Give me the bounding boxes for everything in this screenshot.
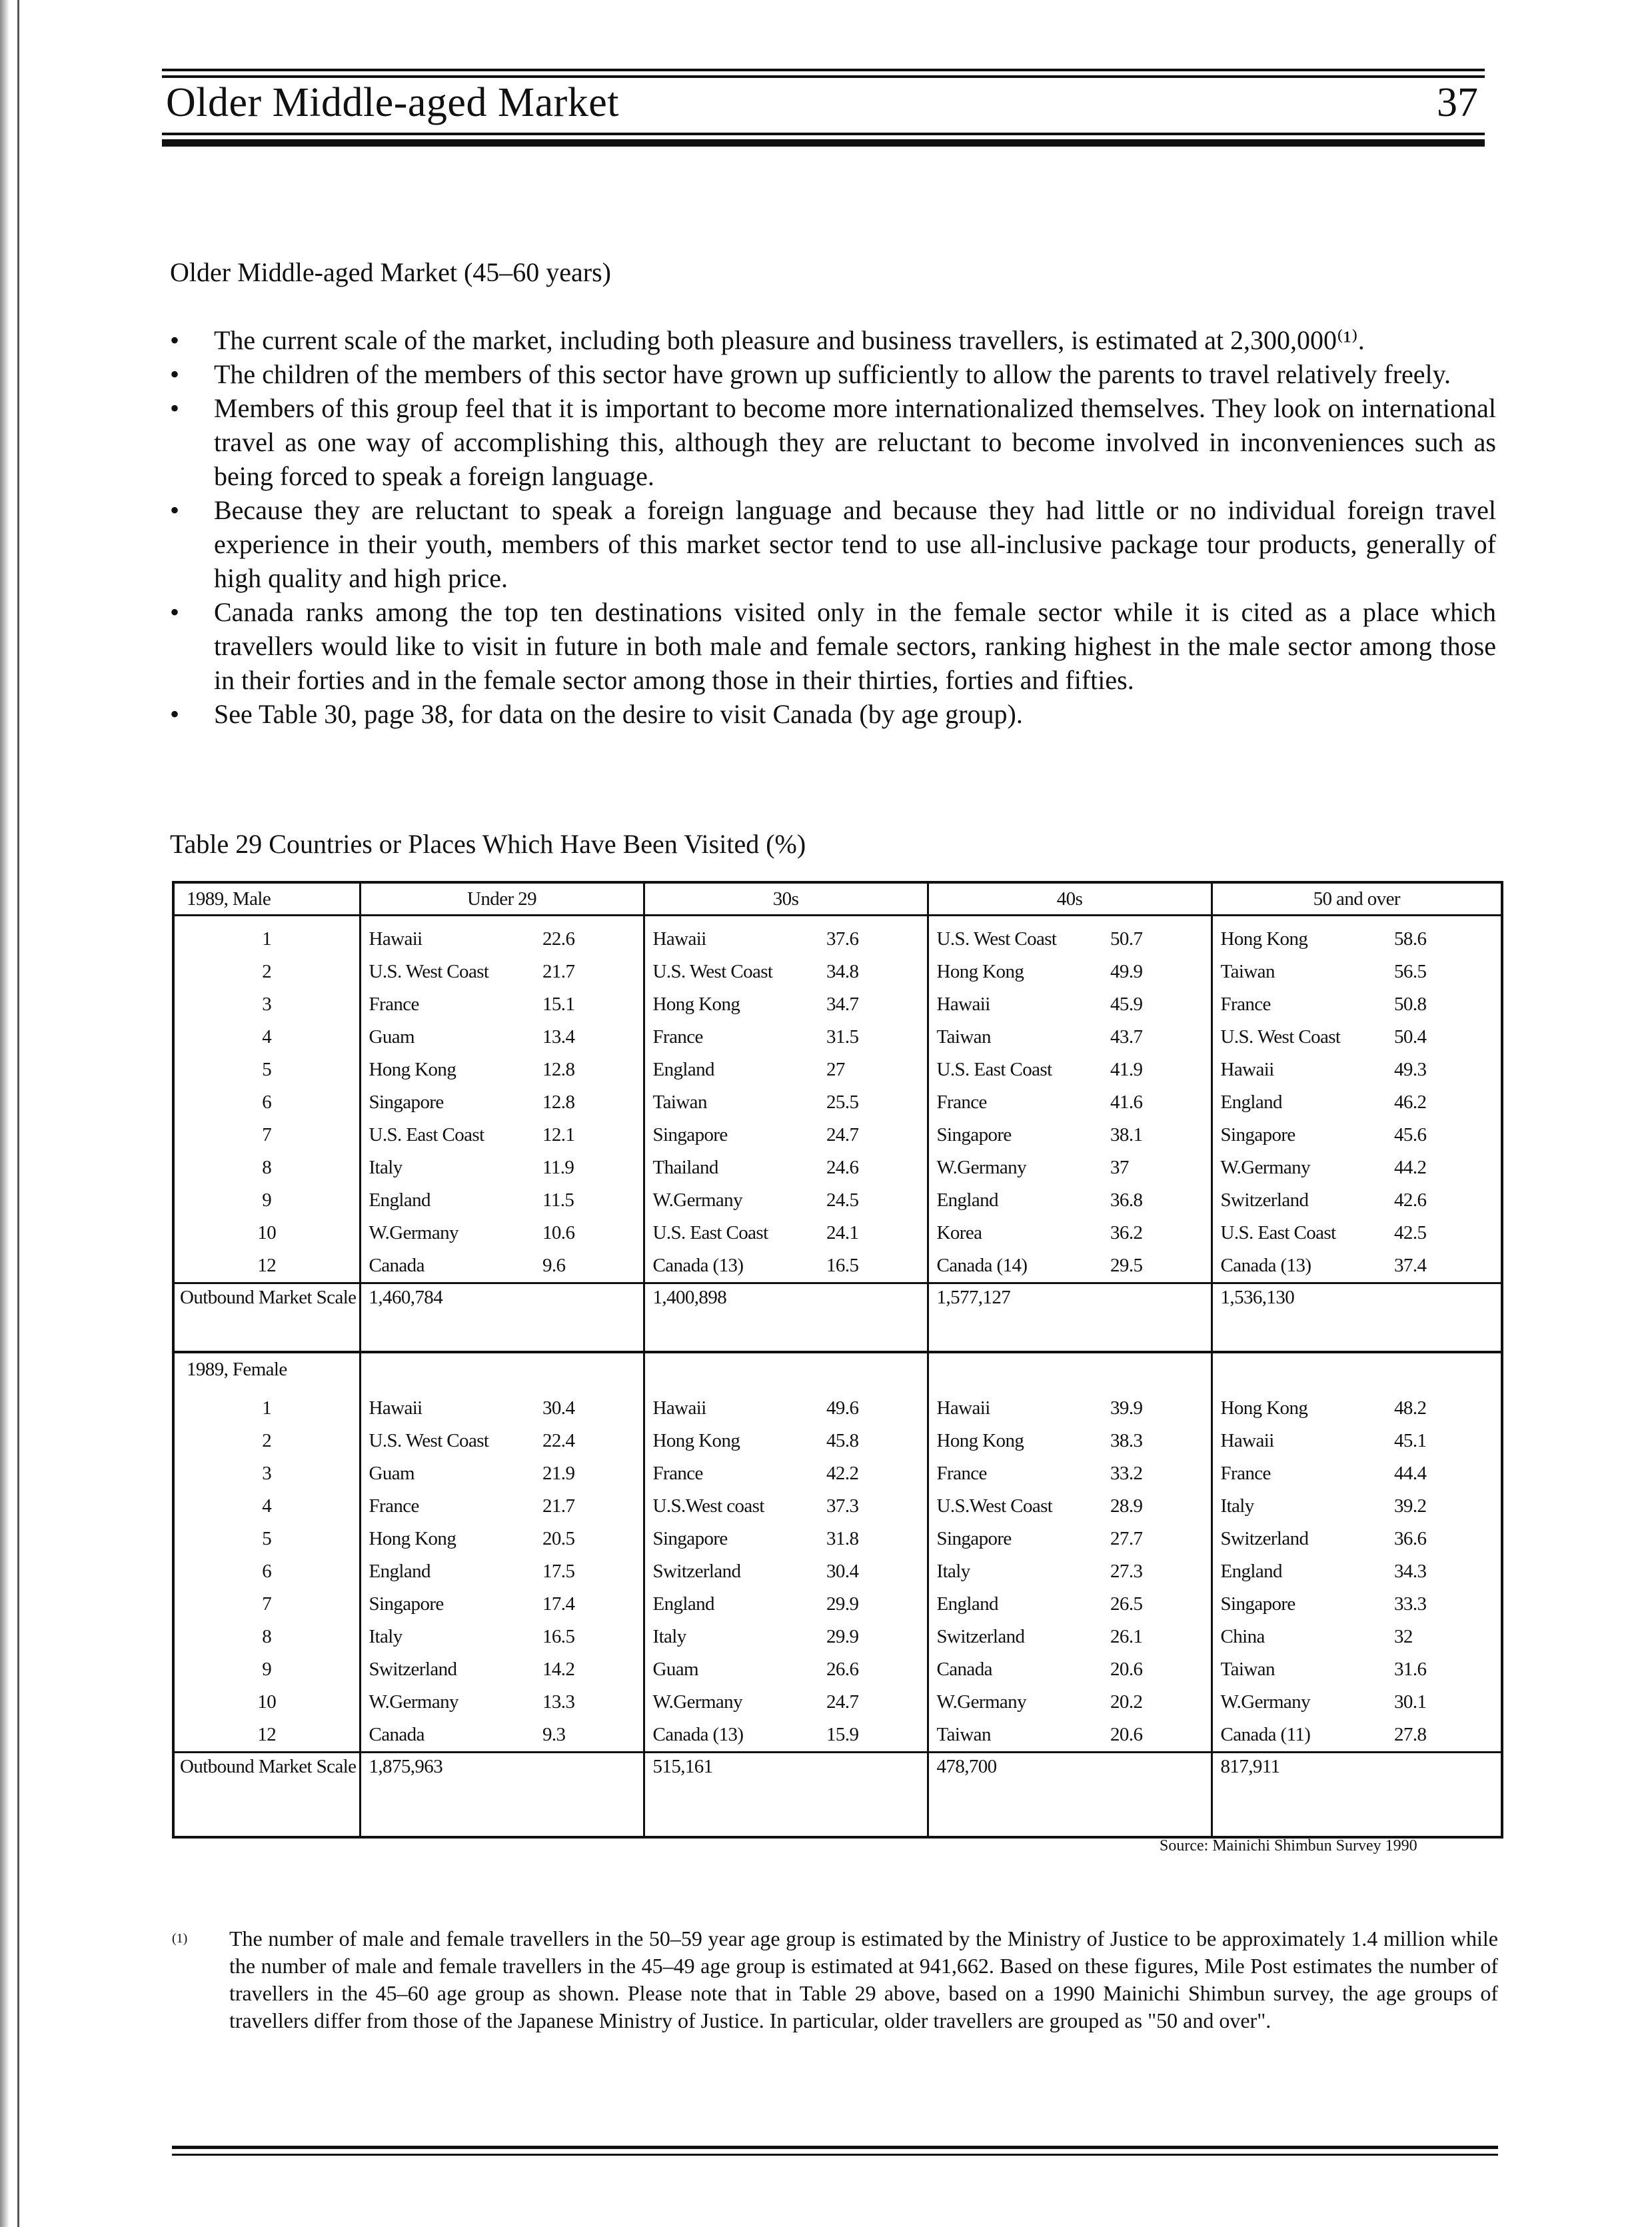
destination-cell: W.Germany bbox=[928, 1686, 1108, 1719]
rank-cell: 1 bbox=[173, 916, 360, 956]
percent-cell: 56.5 bbox=[1391, 956, 1502, 988]
bullet-text: The children of the members of this sector have grown up sufficiently to allow the parents to travel relatively freely. bbox=[214, 359, 1451, 389]
destination-cell: England bbox=[1212, 1555, 1391, 1588]
header-rule-top-thin-2 bbox=[162, 75, 1485, 78]
destination-cell: England bbox=[360, 1184, 540, 1217]
destination-cell: W.Germany bbox=[1212, 1151, 1391, 1184]
bullet-item bbox=[170, 595, 1496, 697]
percent-cell: 29.9 bbox=[824, 1621, 928, 1653]
percent-cell: 12.8 bbox=[540, 1086, 644, 1119]
percent-cell: 25.5 bbox=[824, 1086, 928, 1119]
footnote bbox=[172, 1925, 1498, 2034]
destination-cell: Italy bbox=[644, 1621, 824, 1653]
outbound-value: 1,536,130 bbox=[1212, 1283, 1502, 1353]
destination-cell: Hong Kong bbox=[1212, 916, 1391, 956]
percent-cell: 12.8 bbox=[540, 1054, 644, 1086]
footnote-text: The number of male and female travellers in the 50–59 year age group is estimated by the Ministry of Justice to be approximately 1.4 million while the number of male and female travellers in the 45–49 age group is estimated at 941,662. Based on these figures, Mile Post estimates the number of travellers in the 45–60 age group as shown. Please note that in Table 29 above, based on a 1990 Mainichi Shimbun survey, the age groups of travellers differ from those of the Japanese Ministry of Justice. In particular, older travellers are grouped as "50 and over". bbox=[229, 1926, 1498, 2032]
bullet-item bbox=[170, 323, 1496, 357]
percent-cell: 24.5 bbox=[824, 1184, 928, 1217]
percent-cell: 22.4 bbox=[540, 1425, 644, 1457]
table-row bbox=[173, 1184, 1502, 1217]
empty-cell bbox=[928, 1352, 1212, 1385]
destination-cell: U.S. West Coast bbox=[360, 1425, 540, 1457]
percent-cell: 15.9 bbox=[824, 1719, 928, 1753]
destination-cell: Canada bbox=[928, 1653, 1108, 1686]
destination-cell: China bbox=[1212, 1621, 1391, 1653]
percent-cell: 26.1 bbox=[1108, 1621, 1212, 1653]
percent-cell: 16.5 bbox=[540, 1621, 644, 1653]
percent-cell: 22.6 bbox=[540, 916, 644, 956]
percent-cell: 24.1 bbox=[824, 1217, 928, 1249]
bullet-item bbox=[170, 357, 1496, 391]
percent-cell: 30.4 bbox=[824, 1555, 928, 1588]
destination-cell: Taiwan bbox=[1212, 1653, 1391, 1686]
destination-cell: Italy bbox=[928, 1555, 1108, 1588]
percent-cell: 36.2 bbox=[1108, 1217, 1212, 1249]
percent-cell: 31.6 bbox=[1391, 1653, 1502, 1686]
table-row bbox=[173, 1086, 1502, 1119]
percent-cell: 49.6 bbox=[824, 1385, 928, 1425]
percent-cell: 20.2 bbox=[1108, 1686, 1212, 1719]
table-row bbox=[173, 1523, 1502, 1555]
percent-cell: 10.6 bbox=[540, 1217, 644, 1249]
percent-cell: 45.9 bbox=[1108, 988, 1212, 1021]
table-row bbox=[173, 1151, 1502, 1184]
empty-cell bbox=[360, 1352, 644, 1385]
bullet-marker: • bbox=[170, 393, 180, 423]
destination-cell: Singapore bbox=[360, 1086, 540, 1119]
destination-cell: Hong Kong bbox=[1212, 1385, 1391, 1425]
destination-cell: England bbox=[928, 1588, 1108, 1621]
destination-cell: France bbox=[1212, 988, 1391, 1021]
destination-cell: Italy bbox=[360, 1151, 540, 1184]
destination-cell: Singapore bbox=[928, 1523, 1108, 1555]
destination-cell: Canada (13) bbox=[644, 1719, 824, 1753]
destination-cell: Switzerland bbox=[644, 1555, 824, 1588]
header-rule-bottom-thick bbox=[162, 139, 1485, 147]
male-section-label: 1989, Male bbox=[173, 882, 360, 916]
rank-cell: 1 bbox=[173, 1385, 360, 1425]
destination-cell: W.Germany bbox=[928, 1151, 1108, 1184]
destination-cell: U.S. West Coast bbox=[360, 956, 540, 988]
age-group-header: 50 and over bbox=[1212, 882, 1502, 916]
rank-cell: 7 bbox=[173, 1119, 360, 1151]
age-group-header: 30s bbox=[644, 882, 928, 916]
destination-cell: W.Germany bbox=[360, 1686, 540, 1719]
outbound-value: 515,161 bbox=[644, 1753, 928, 1838]
destination-cell: Italy bbox=[1212, 1490, 1391, 1523]
percent-cell: 33.3 bbox=[1391, 1588, 1502, 1621]
rank-cell: 8 bbox=[173, 1151, 360, 1184]
destination-cell: W.Germany bbox=[644, 1686, 824, 1719]
destination-cell: U.S. East Coast bbox=[928, 1054, 1108, 1086]
footer-rule-thin bbox=[172, 2154, 1498, 2156]
destination-cell: U.S. East Coast bbox=[644, 1217, 824, 1249]
outbound-row bbox=[173, 1753, 1502, 1838]
percent-cell: 15.1 bbox=[540, 988, 644, 1021]
table-row bbox=[173, 1021, 1502, 1054]
percent-cell: 37.3 bbox=[824, 1490, 928, 1523]
table-row bbox=[173, 1385, 1502, 1425]
percent-cell: 42.2 bbox=[824, 1457, 928, 1490]
outbound-value: 478,700 bbox=[928, 1753, 1212, 1838]
percent-cell: 39.9 bbox=[1108, 1385, 1212, 1425]
percent-cell: 9.6 bbox=[540, 1249, 644, 1283]
rank-cell: 4 bbox=[173, 1021, 360, 1054]
destination-cell: U.S.West Coast bbox=[928, 1490, 1108, 1523]
percent-cell: 50.8 bbox=[1391, 988, 1502, 1021]
destination-cell: U.S. East Coast bbox=[360, 1119, 540, 1151]
percent-cell: 20.6 bbox=[1108, 1719, 1212, 1753]
percent-cell: 39.2 bbox=[1391, 1490, 1502, 1523]
outbound-row bbox=[173, 1283, 1502, 1353]
percent-cell: 30.1 bbox=[1391, 1686, 1502, 1719]
header-rule-top-thin bbox=[162, 69, 1485, 71]
table-row bbox=[173, 1490, 1502, 1523]
percent-cell: 26.5 bbox=[1108, 1588, 1212, 1621]
percent-cell: 21.9 bbox=[540, 1457, 644, 1490]
percent-cell: 42.6 bbox=[1391, 1184, 1502, 1217]
empty-cell bbox=[644, 1352, 928, 1385]
percent-cell: 27.8 bbox=[1391, 1719, 1502, 1753]
percent-cell: 21.7 bbox=[540, 956, 644, 988]
destination-cell: Singapore bbox=[644, 1523, 824, 1555]
percent-cell: 29.5 bbox=[1108, 1249, 1212, 1283]
percent-cell: 50.4 bbox=[1391, 1021, 1502, 1054]
rank-cell: 3 bbox=[173, 1457, 360, 1490]
table-row bbox=[173, 1621, 1502, 1653]
footnote-marker: (1) bbox=[172, 1931, 188, 1946]
destination-cell: England bbox=[360, 1555, 540, 1588]
table-row bbox=[173, 956, 1502, 988]
percent-cell: 30.4 bbox=[540, 1385, 644, 1425]
table-row bbox=[173, 1119, 1502, 1151]
table-row bbox=[173, 1217, 1502, 1249]
percent-cell: 31.8 bbox=[824, 1523, 928, 1555]
rank-cell: 4 bbox=[173, 1490, 360, 1523]
destination-cell: England bbox=[644, 1588, 824, 1621]
percent-cell: 27 bbox=[824, 1054, 928, 1086]
percent-cell: 36.8 bbox=[1108, 1184, 1212, 1217]
destination-cell: France bbox=[928, 1086, 1108, 1119]
percent-cell: 45.8 bbox=[824, 1425, 928, 1457]
destination-cell: France bbox=[644, 1457, 824, 1490]
destination-cell: Singapore bbox=[644, 1119, 824, 1151]
destination-cell: Canada (11) bbox=[1212, 1719, 1391, 1753]
percent-cell: 41.9 bbox=[1108, 1054, 1212, 1086]
rank-cell: 5 bbox=[173, 1523, 360, 1555]
percent-cell: 33.2 bbox=[1108, 1457, 1212, 1490]
destination-cell: Switzerland bbox=[1212, 1523, 1391, 1555]
destination-cell: Switzerland bbox=[928, 1621, 1108, 1653]
rank-cell: 9 bbox=[173, 1653, 360, 1686]
destination-cell: France bbox=[928, 1457, 1108, 1490]
table-row bbox=[173, 1686, 1502, 1719]
percent-cell: 45.6 bbox=[1391, 1119, 1502, 1151]
destination-cell: Taiwan bbox=[928, 1021, 1108, 1054]
age-group-header: 40s bbox=[928, 882, 1212, 916]
bullet-text: Members of this group feel that it is important to become more internationalized themselves. They look on international travel as one way of accomplishing this, although they are reluctant to become involved in inconveniences such as being forced to speak a foreign language. bbox=[214, 393, 1496, 491]
table-header-row bbox=[173, 882, 1502, 916]
outbound-label: Outbound Market Scale bbox=[173, 1753, 360, 1838]
percent-cell: 34.3 bbox=[1391, 1555, 1502, 1588]
destination-cell: Thailand bbox=[644, 1151, 824, 1184]
female-section-label: 1989, Female bbox=[173, 1352, 360, 1385]
destination-cell: Singapore bbox=[360, 1588, 540, 1621]
bullet-marker: • bbox=[170, 597, 180, 627]
rank-cell: 12 bbox=[173, 1719, 360, 1753]
destination-cell: Canada (14) bbox=[928, 1249, 1108, 1283]
table-caption: Table 29 Countries or Places Which Have Been Visited (%) bbox=[170, 829, 806, 859]
rank-cell: 12 bbox=[173, 1249, 360, 1283]
table-row bbox=[173, 1457, 1502, 1490]
destination-cell: W.Germany bbox=[360, 1217, 540, 1249]
destination-cell: Switzerland bbox=[360, 1653, 540, 1686]
percent-cell: 41.6 bbox=[1108, 1086, 1212, 1119]
destination-cell: Hawaii bbox=[1212, 1054, 1391, 1086]
bullet-item bbox=[170, 391, 1496, 493]
rank-cell: 10 bbox=[173, 1217, 360, 1249]
visited-places-table bbox=[172, 881, 1503, 1839]
section-title: Older Middle-aged Market (45–60 years) bbox=[170, 257, 611, 287]
percent-cell: 37.6 bbox=[824, 916, 928, 956]
destination-cell: Singapore bbox=[928, 1119, 1108, 1151]
bullet-text: Because they are reluctant to speak a foreign language and because they had little or no individual foreign travel experience in their youth, members of this market sector tend to use all-inclusive package tour products, generally of high quality and high price. bbox=[214, 495, 1496, 593]
percent-cell: 38.3 bbox=[1108, 1425, 1212, 1457]
rank-cell: 2 bbox=[173, 1425, 360, 1457]
header-rule-bottom-thin bbox=[162, 133, 1485, 135]
percent-cell: 21.7 bbox=[540, 1490, 644, 1523]
bullet-item bbox=[170, 493, 1496, 595]
destination-cell: Hawaii bbox=[928, 1385, 1108, 1425]
bullet-item bbox=[170, 697, 1496, 731]
destination-cell: England bbox=[644, 1054, 824, 1086]
empty-cell bbox=[1212, 1352, 1502, 1385]
percent-cell: 27.7 bbox=[1108, 1523, 1212, 1555]
percent-cell: 27.3 bbox=[1108, 1555, 1212, 1588]
rank-cell: 9 bbox=[173, 1184, 360, 1217]
destination-cell: Canada bbox=[360, 1719, 540, 1753]
female-section-row bbox=[173, 1352, 1502, 1385]
table-row bbox=[173, 1425, 1502, 1457]
percent-cell: 43.7 bbox=[1108, 1021, 1212, 1054]
percent-cell: 11.9 bbox=[540, 1151, 644, 1184]
percent-cell: 50.7 bbox=[1108, 916, 1212, 956]
destination-cell: France bbox=[1212, 1457, 1391, 1490]
percent-cell: 20.6 bbox=[1108, 1653, 1212, 1686]
running-title: Older Middle-aged Market bbox=[166, 80, 619, 125]
percent-cell: 13.3 bbox=[540, 1686, 644, 1719]
destination-cell: U.S. West Coast bbox=[1212, 1021, 1391, 1054]
percent-cell: 9.3 bbox=[540, 1719, 644, 1753]
outbound-label: Outbound Market Scale bbox=[173, 1283, 360, 1353]
percent-cell: 49.9 bbox=[1108, 956, 1212, 988]
destination-cell: Hawaii bbox=[644, 1385, 824, 1425]
outbound-value: 1,400,898 bbox=[644, 1283, 928, 1353]
percent-cell: 48.2 bbox=[1391, 1385, 1502, 1425]
destination-cell: Singapore bbox=[1212, 1588, 1391, 1621]
destination-cell: Taiwan bbox=[928, 1719, 1108, 1753]
destination-cell: France bbox=[644, 1021, 824, 1054]
outbound-value: 817,911 bbox=[1212, 1753, 1502, 1838]
percent-cell: 32 bbox=[1391, 1621, 1502, 1653]
rank-cell: 6 bbox=[173, 1555, 360, 1588]
rank-cell: 7 bbox=[173, 1588, 360, 1621]
bullet-marker: • bbox=[170, 359, 180, 389]
percent-cell: 44.2 bbox=[1391, 1151, 1502, 1184]
destination-cell: Hong Kong bbox=[360, 1523, 540, 1555]
table-row bbox=[173, 988, 1502, 1021]
percent-cell: 14.2 bbox=[540, 1653, 644, 1686]
age-group-header: Under 29 bbox=[360, 882, 644, 916]
destination-cell: Korea bbox=[928, 1217, 1108, 1249]
table-row bbox=[173, 1653, 1502, 1686]
percent-cell: 37.4 bbox=[1391, 1249, 1502, 1283]
table-row bbox=[173, 1555, 1502, 1588]
percent-cell: 17.4 bbox=[540, 1588, 644, 1621]
scan-binding-line bbox=[17, 0, 19, 2227]
destination-cell: U.S. West Coast bbox=[928, 916, 1108, 956]
scan-binding-edge bbox=[0, 0, 9, 2227]
bullet-text: Canada ranks among the top ten destinations visited only in the female sector while it is cited as a place which travellers would like to visit in future in both male and female sectors, ranking highest in the male sector among those in their forties and in the female sector among those in their thirties, forties and fifties. bbox=[214, 597, 1496, 695]
percent-cell: 31.5 bbox=[824, 1021, 928, 1054]
percent-cell: 44.4 bbox=[1391, 1457, 1502, 1490]
percent-cell: 20.5 bbox=[540, 1523, 644, 1555]
destination-cell: U.S. East Coast bbox=[1212, 1217, 1391, 1249]
percent-cell: 34.8 bbox=[824, 956, 928, 988]
rank-cell: 6 bbox=[173, 1086, 360, 1119]
destination-cell: Hawaii bbox=[928, 988, 1108, 1021]
table-row bbox=[173, 1054, 1502, 1086]
percent-cell: 12.1 bbox=[540, 1119, 644, 1151]
destination-cell: France bbox=[360, 1490, 540, 1523]
percent-cell: 17.5 bbox=[540, 1555, 644, 1588]
percent-cell: 38.1 bbox=[1108, 1119, 1212, 1151]
destination-cell: W.Germany bbox=[1212, 1686, 1391, 1719]
bullet-marker: • bbox=[170, 699, 180, 729]
table-row bbox=[173, 1249, 1502, 1283]
table-source: Source: Mainichi Shimbun Survey 1990 bbox=[1160, 1837, 1417, 1855]
percent-cell: 46.2 bbox=[1391, 1086, 1502, 1119]
destination-cell: France bbox=[360, 988, 540, 1021]
rank-cell: 2 bbox=[173, 956, 360, 988]
bullet-text: See Table 30, page 38, for data on the desire to visit Canada (by age group). bbox=[214, 699, 1023, 729]
percent-cell: 13.4 bbox=[540, 1021, 644, 1054]
percent-cell: 34.7 bbox=[824, 988, 928, 1021]
destination-cell: England bbox=[1212, 1086, 1391, 1119]
destination-cell: Hong Kong bbox=[928, 956, 1108, 988]
table-row bbox=[173, 1719, 1502, 1753]
rank-cell: 5 bbox=[173, 1054, 360, 1086]
page-number: 37 bbox=[1437, 80, 1478, 125]
destination-cell: Hong Kong bbox=[928, 1425, 1108, 1457]
destination-cell: Hawaii bbox=[1212, 1425, 1391, 1457]
percent-cell: 11.5 bbox=[540, 1184, 644, 1217]
bullet-text: The current scale of the market, including both pleasure and business travellers, is estimated at 2,300,000⁽¹⁾. bbox=[214, 325, 1365, 355]
destination-cell: Singapore bbox=[1212, 1119, 1391, 1151]
percent-cell: 58.6 bbox=[1391, 916, 1502, 956]
percent-cell: 42.5 bbox=[1391, 1217, 1502, 1249]
bullet-list bbox=[170, 323, 1496, 731]
percent-cell: 45.1 bbox=[1391, 1425, 1502, 1457]
percent-cell: 36.6 bbox=[1391, 1523, 1502, 1555]
destination-cell: W.Germany bbox=[644, 1184, 824, 1217]
destination-cell: Canada bbox=[360, 1249, 540, 1283]
percent-cell: 28.9 bbox=[1108, 1490, 1212, 1523]
destination-cell: Hawaii bbox=[360, 916, 540, 956]
destination-cell: U.S. West Coast bbox=[644, 956, 824, 988]
percent-cell: 24.7 bbox=[824, 1686, 928, 1719]
bullet-marker: • bbox=[170, 325, 180, 355]
destination-cell: Hawaii bbox=[644, 916, 824, 956]
bullet-marker: • bbox=[170, 495, 180, 525]
percent-cell: 24.6 bbox=[824, 1151, 928, 1184]
destination-cell: Hong Kong bbox=[644, 988, 824, 1021]
percent-cell: 37 bbox=[1108, 1151, 1212, 1184]
outbound-value: 1,875,963 bbox=[360, 1753, 644, 1838]
destination-cell: Canada (13) bbox=[1212, 1249, 1391, 1283]
percent-cell: 49.3 bbox=[1391, 1054, 1502, 1086]
footer-rule-thick bbox=[172, 2146, 1498, 2149]
destination-cell: Hawaii bbox=[360, 1385, 540, 1425]
table-row bbox=[173, 916, 1502, 956]
outbound-value: 1,460,784 bbox=[360, 1283, 644, 1353]
destination-cell: U.S.West coast bbox=[644, 1490, 824, 1523]
destination-cell: Guam bbox=[644, 1653, 824, 1686]
destination-cell: Hong Kong bbox=[360, 1054, 540, 1086]
table-row bbox=[173, 1588, 1502, 1621]
destination-cell: Taiwan bbox=[1212, 956, 1391, 988]
destination-cell: Taiwan bbox=[644, 1086, 824, 1119]
destination-cell: Canada (13) bbox=[644, 1249, 824, 1283]
rank-cell: 3 bbox=[173, 988, 360, 1021]
rank-cell: 10 bbox=[173, 1686, 360, 1719]
destination-cell: Italy bbox=[360, 1621, 540, 1653]
destination-cell: Hong Kong bbox=[644, 1425, 824, 1457]
outbound-value: 1,577,127 bbox=[928, 1283, 1212, 1353]
destination-cell: England bbox=[928, 1184, 1108, 1217]
rank-cell: 8 bbox=[173, 1621, 360, 1653]
percent-cell: 24.7 bbox=[824, 1119, 928, 1151]
percent-cell: 16.5 bbox=[824, 1249, 928, 1283]
percent-cell: 26.6 bbox=[824, 1653, 928, 1686]
destination-cell: Guam bbox=[360, 1457, 540, 1490]
percent-cell: 29.9 bbox=[824, 1588, 928, 1621]
destination-cell: Guam bbox=[360, 1021, 540, 1054]
destination-cell: Switzerland bbox=[1212, 1184, 1391, 1217]
